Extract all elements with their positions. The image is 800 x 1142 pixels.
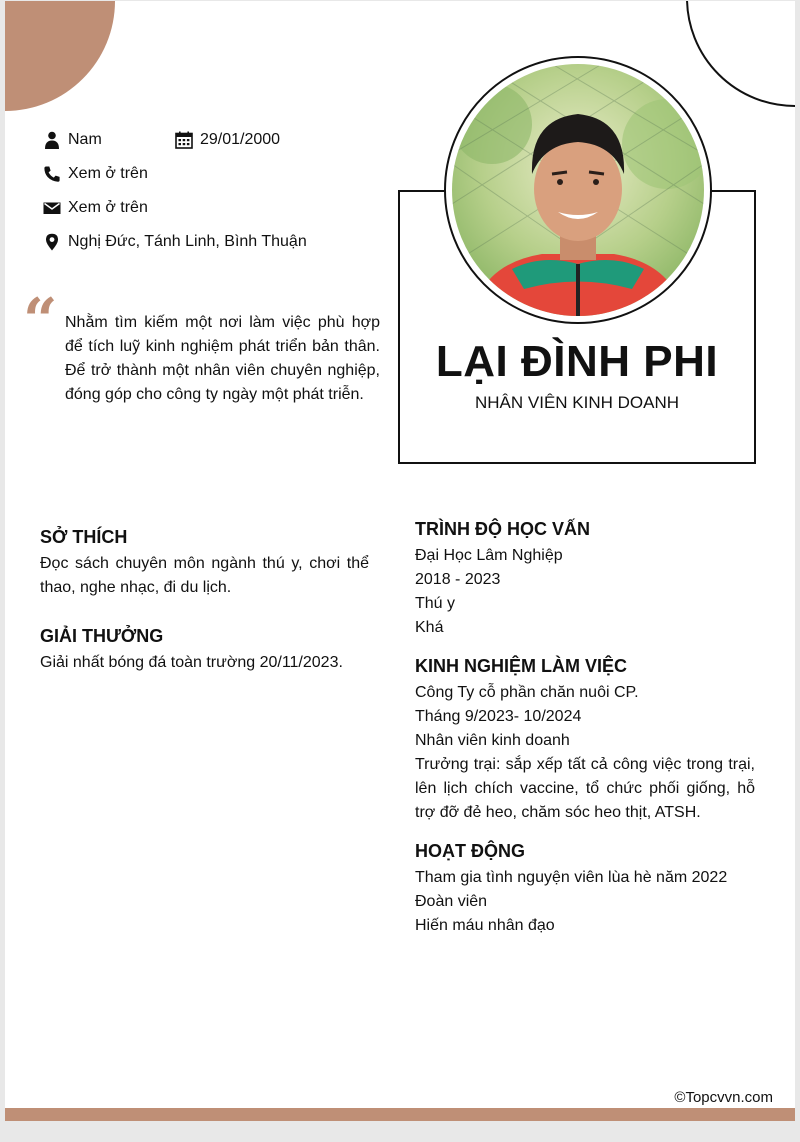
profile-photo bbox=[452, 64, 704, 316]
education-school: Đại Học Lâm Nghiệp bbox=[415, 547, 563, 564]
footer-credit: ©Topcvvn.com bbox=[674, 1089, 773, 1106]
education-heading: TRÌNH ĐỘ HỌC VẤN bbox=[415, 519, 590, 539]
bottom-accent-bar bbox=[5, 1108, 795, 1121]
birthdate-text: 29/01/2000 bbox=[200, 131, 281, 148]
experience-description: Trưởng trại: sắp xếp tất cả công việc trong trại, lên lịch chích vaccine, tổ chức phối giống, hỗ trợ đỡ đẻ heo, chăm sóc heo thịt, ATSH. bbox=[415, 756, 755, 821]
contact-phone bbox=[43, 164, 148, 184]
decorative-ring-top-right bbox=[686, 1, 795, 107]
activities-details bbox=[415, 866, 755, 938]
contact-address bbox=[43, 232, 307, 252]
hobbies-text: Đọc sách chuyên môn ngành thú y, chơi thể thao, nghe nhạc, đi du lịch. bbox=[40, 555, 369, 596]
activity-item: Tham gia tình nguyện viên lùa hè năm 2022 bbox=[415, 869, 728, 886]
candidate-job-title: NHÂN VIÊN KINH DOANH bbox=[474, 393, 680, 412]
quote-icon: “ bbox=[23, 286, 58, 356]
education-years: 2018 - 2023 bbox=[415, 571, 501, 588]
experience-period: Tháng 9/2023- 10/2024 bbox=[415, 708, 582, 725]
activity-item: Đoàn viên bbox=[415, 893, 488, 910]
contact-gender bbox=[43, 130, 102, 150]
career-objective: Nhằm tìm kiếm một nơi làm việc phù hợp để tích luỹ kinh nghiệm phát triển bản thân. Để trở thành một nhân viên chuyên nghiệp, đóng góp cho công ty ngày một phát triễn. bbox=[65, 314, 380, 403]
education-details bbox=[415, 544, 755, 640]
contact-birthdate bbox=[175, 130, 280, 150]
email-text: Xem ở trên bbox=[68, 199, 148, 216]
hobbies-heading: SỞ THÍCH bbox=[40, 527, 128, 547]
cv-page bbox=[5, 1, 795, 1121]
candidate-name: LẠI ĐÌNH PHI bbox=[435, 337, 719, 386]
experience-details bbox=[415, 681, 755, 825]
gender-text: Nam bbox=[68, 131, 102, 148]
experience-heading: KINH NGHIỆM LÀM VIỆC bbox=[415, 656, 628, 676]
phone-text: Xem ở trên bbox=[68, 165, 148, 182]
decorative-circle-top-left bbox=[5, 1, 115, 111]
envelope-icon bbox=[43, 199, 61, 217]
awards-text: Giải nhất bóng đá toàn trường 20/11/2023. bbox=[40, 654, 343, 671]
education-major: Thú y bbox=[415, 595, 456, 612]
activities-heading: HOẠT ĐỘNG bbox=[415, 841, 525, 861]
address-text: Nghị Đức, Tánh Linh, Bình Thuận bbox=[68, 233, 307, 250]
person-icon bbox=[43, 131, 61, 149]
experience-role: Nhân viên kinh doanh bbox=[415, 732, 570, 749]
contact-email bbox=[43, 198, 148, 218]
experience-company: Công Ty cỗ phần chăn nuôi CP. bbox=[415, 684, 639, 701]
calendar-icon bbox=[175, 131, 193, 149]
awards-heading: GIẢI THƯỞNG bbox=[40, 626, 164, 646]
education-grade: Khá bbox=[415, 619, 444, 636]
location-pin-icon bbox=[43, 233, 61, 251]
phone-icon bbox=[43, 165, 61, 183]
activity-item: Hiến máu nhân đạo bbox=[415, 917, 555, 934]
